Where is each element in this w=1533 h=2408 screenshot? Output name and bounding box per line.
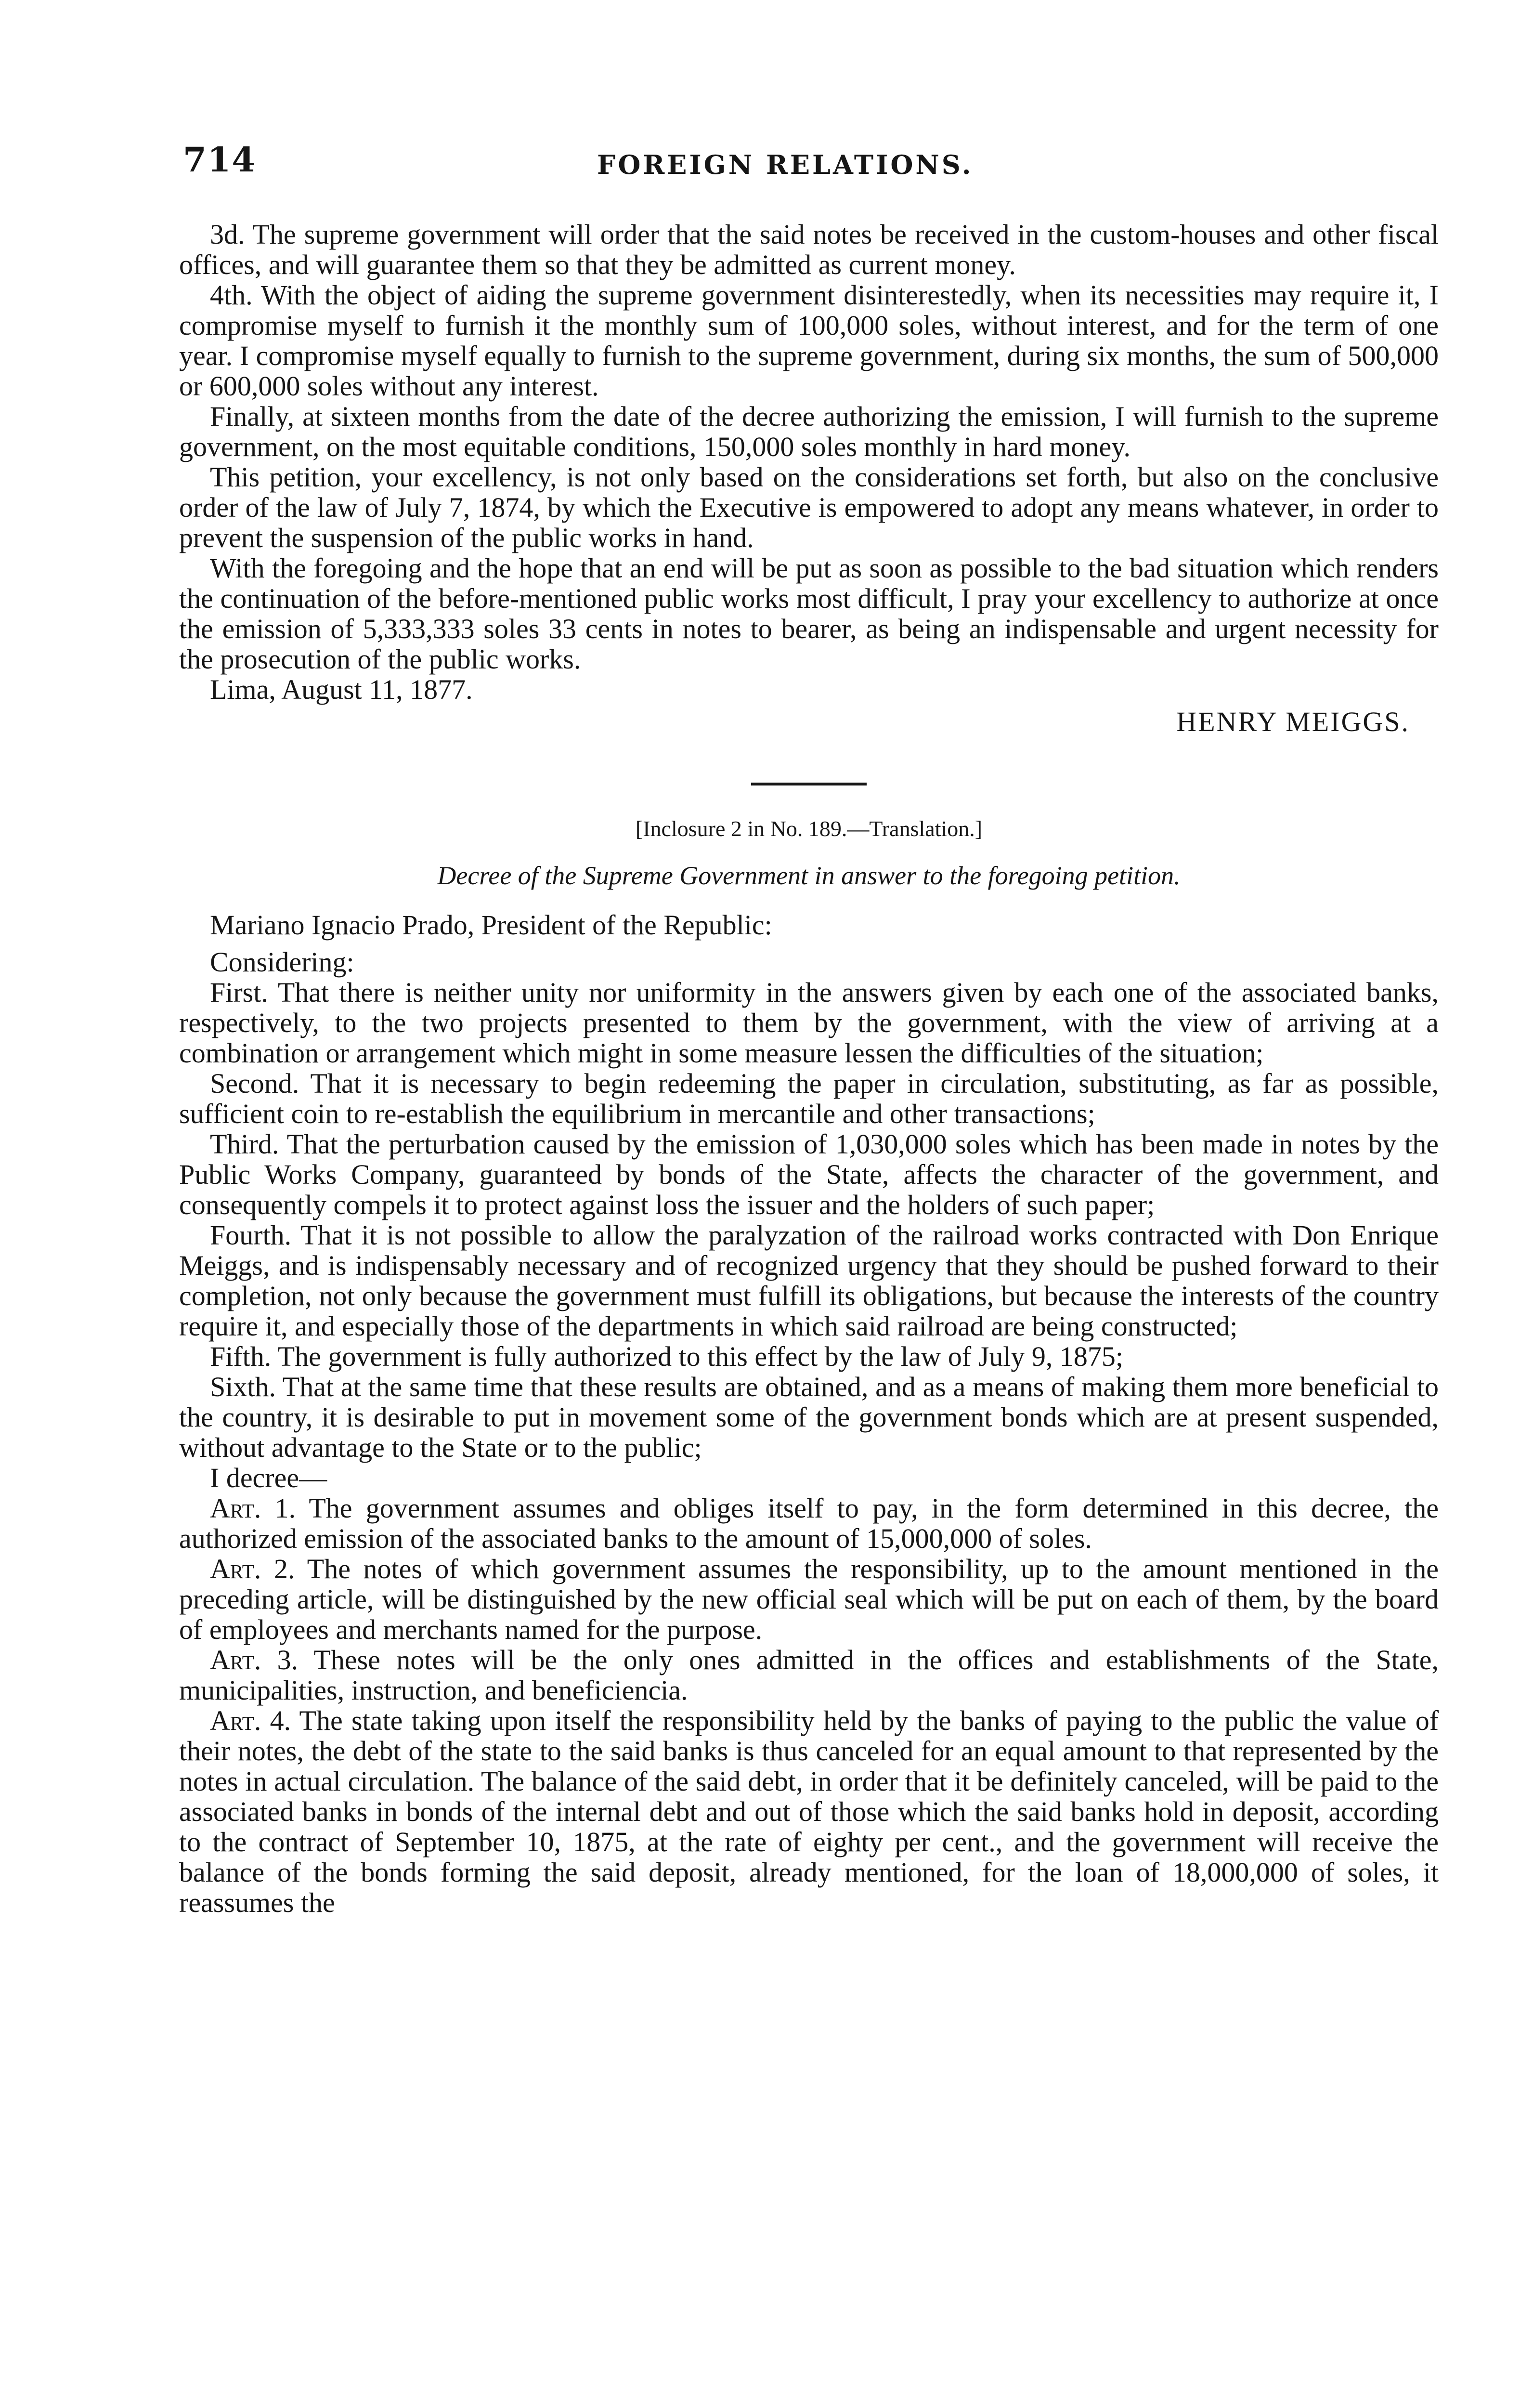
article-label: Art. 1. [210, 1492, 296, 1524]
running-head: FOREIGN RELATIONS. [597, 149, 974, 180]
section-divider [751, 783, 867, 785]
page-number: 714 [183, 140, 257, 180]
decree-title: Decree of the Supreme Government in answer to the foregoing petition. [437, 861, 1181, 890]
considering-fourth: Fourth. That it is not possible to allow the paralyzation of the railroad works contracted with Don Enrique Meiggs, and is indispensably necessary and of recognized urgency that they should be pushed forward to their completion, not only because the government must fulfill its obligations, but because the interests of the country require it, and especially those of the departments in which said railroad are being constructed; [179, 1219, 1439, 1342]
signature: HENRY MEIGGS. [1176, 706, 1410, 737]
petition-paragraph-prayer: With the foregoing and the hope that an end will be put as soon as possible to the bad situation which renders the continuation of the before-mentioned public works most difficult, I pray your excellency to authorize at once the emission of 5,333,333 soles 33 cents in notes to bearer, as being an indispensable and urgent necessity for the prosecution of the public works. [179, 552, 1439, 675]
considering-second: Second. That it is necessary to begin redeeming the paper in circulation, substituting, as far as possible, sufficient coin to re-establish the equilibrium in mercantile and other transactions; [179, 1068, 1439, 1129]
article-4 [179, 1705, 1439, 1918]
considering-third: Third. That the perturbation caused by the emission of 1,030,000 soles which has been made in notes by the Public Works Company, guaranteed by bonds of the State, affects the character of the government, and consequently compels it to protect against loss the issuer and the holders of such paper; [179, 1128, 1439, 1220]
article-text: These notes will be the only ones admitted in the offices and establishments of the State, municipalities, instruction, and beneficiencia. [179, 1644, 1439, 1706]
article-text: The notes of which government assumes the responsibility, up to the amount mentioned in the preceding article, will be distinguished by the new official seal which will be put on each of them, by the board of employees and merchants named for the purpose. [179, 1553, 1439, 1645]
inclosure-label: [Inclosure 2 in No. 189.—Translation.] [635, 816, 983, 841]
decree-text [179, 910, 1439, 1918]
article-3 [179, 1645, 1439, 1705]
article-label: Art. 2. [210, 1553, 295, 1584]
considering-fifth: Fifth. The government is fully authorized to this effect by the law of July 9, 1875; [210, 1341, 1124, 1372]
article-label: Art. 3. [210, 1644, 299, 1675]
page-header [0, 0, 1533, 202]
article-1 [179, 1493, 1439, 1554]
decree-opening: Mariano Ignacio Prado, President of the Republic: [210, 909, 772, 941]
dateline: Lima, August 11, 1877. [210, 674, 473, 705]
petition-paragraph-4th: 4th. With the object of aiding the supreme government disinterestedly, when its necessities may require it, I compromise myself to furnish it the monthly sum of 100,000 soles, without interest, and for the term of one year. I compromise myself equally to furnish to the supreme government, during six months, the sum of 500,000 or 600,000 soles without any interest. [179, 279, 1439, 402]
article-text: The state taking upon itself the responsibility held by the banks of paying to the public the value of their notes, the debt of the state to the said banks is thus canceled for an equal amount to that represented by the notes in actual circulation. The balance of the said debt, in order that it be definitely canceled, will be paid to the associated banks in bonds of the internal debt and out of those which the said banks hold in deposit, according to the contract of September 10, 1875, at the rate of eighty per cent., and the government will receive the balance of the bonds forming the said deposit, already mentioned, for the loan of 18,000,000 of soles, it reassumes the [179, 1705, 1439, 1918]
petition-paragraph-basis: This petition, your excellency, is not only based on the considerations set forth, but also on the conclusive order of the law of July 7, 1874, by which the Executive is empowered to adopt any means whatever, in order to prevent the suspension of the public works in hand. [179, 461, 1439, 553]
considering-sixth: Sixth. That at the same time that these results are obtained, and as a means of making them more beneficial to the country, it is desirable to put in movement some of the government bonds which are at present suspended, without advantage to the State or to the public; [179, 1371, 1439, 1463]
considering-first: First. That there is neither unity nor uniformity in the answers given by each one of the associated banks, respectively, to the two projects presented to them by the government, with the view of arriving at a combination or arrangement which might in some measure lessen the difficulties of the situation; [179, 977, 1439, 1069]
article-2 [179, 1554, 1439, 1645]
page-body [179, 219, 1439, 1918]
article-label: Art. 4. [210, 1705, 291, 1736]
petition-continuation [179, 219, 1439, 737]
petition-paragraph-finally: Finally, at sixteen months from the date of the decree authorizing the emission, I will furnish to the supreme government, on the most equitable conditions, 150,000 soles monthly in hard money. [179, 401, 1439, 462]
decree-considering: Considering: [210, 946, 354, 978]
article-text: The government assumes and obliges itself to pay, in the form determined in this decree, the authorized emission of the associated banks to the amount of 15,000,000 of soles. [179, 1492, 1439, 1554]
i-decree: I decree— [210, 1462, 327, 1493]
petition-paragraph-3d: 3d. The supreme government will order that the said notes be received in the custom-houses and other fiscal offices, and will guarantee them so that they be admitted as current money. [179, 219, 1439, 280]
